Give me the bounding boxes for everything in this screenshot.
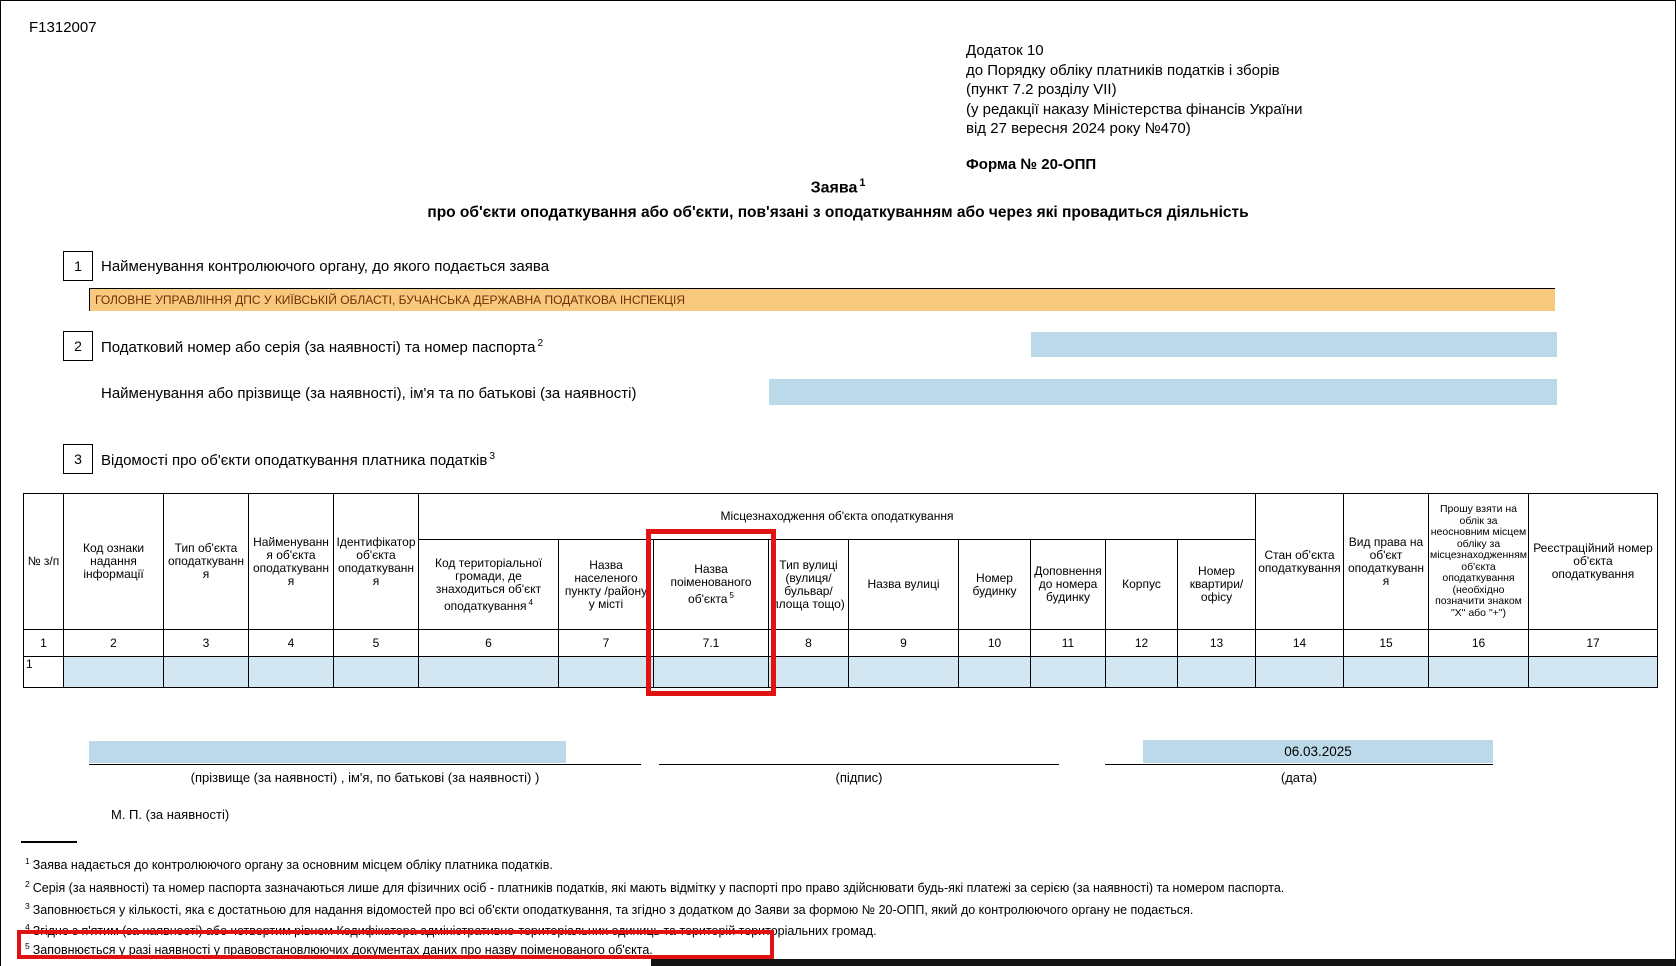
- date-field[interactable]: 06.03.2025: [1143, 740, 1493, 763]
- section-1-number-box: 1: [63, 251, 93, 281]
- col-header-16: Прошу взяти на облік за неосновним місцем обліку за місцезнаходженням об'єкта оподаткування (необхідно позначити знаком "X" або "+"): [1429, 494, 1529, 630]
- signature-sign-line: [659, 764, 1059, 765]
- location-group-header: Місцезнаходження об'єкта оподаткування: [419, 494, 1256, 540]
- col-header-14: Стан об'єкта оподаткування: [1256, 494, 1344, 630]
- table-cell-input[interactable]: [1429, 657, 1529, 688]
- col-num: 2: [64, 630, 164, 657]
- col-num: 15: [1344, 630, 1429, 657]
- form-code: F1312007: [29, 19, 97, 36]
- col-num: 1: [24, 630, 64, 657]
- footnote-5: $^5$ Заповнюється у разі наявності у правовстановлюючих документах даних про назву поіменованого об'єкта.: [25, 941, 653, 958]
- table-cell-input[interactable]: [769, 657, 849, 688]
- controlling-authority-field[interactable]: ГОЛОВНЕ УПРАВЛІННЯ ДПС У КИЇВСЬКІЙ ОБЛАСТІ, БУЧАНСЬКА ДЕРЖАВНА ПОДАТКОВА ІНСПЕКЦІЯ: [90, 289, 1555, 311]
- header-right-line: до Порядку обліку платників податків і зборів: [966, 61, 1280, 79]
- col-num: 6: [419, 630, 559, 657]
- bottom-window-edge: [651, 959, 1676, 966]
- footnote-3: $^3$ Заповнюється у кількості, яка є достатньою для надання відомостей про всі об'єкти оподаткування, та згідно з додатком до Заяви за формою № 20-ОПП, який до контролюючого органу не подається.: [25, 901, 1194, 918]
- table-row: [24, 657, 1658, 688]
- date-line: [1105, 764, 1493, 765]
- form-number-label: Форма № 20-ОПП: [966, 156, 1097, 173]
- col-header-1: № з/п: [24, 494, 64, 630]
- stamp-label: М. П. (за наявності): [111, 807, 230, 822]
- payer-name-label: Найменування або прізвище (за наявності), ім'я та по батькові (за наявності): [101, 385, 637, 402]
- table-cell-input[interactable]: [849, 657, 959, 688]
- col-header-5: Ідентифікатор об'єкта оподаткування: [334, 494, 419, 630]
- footnote-4: $^4$ Згідно з п'ятим (за наявності) або четвертим рівнем Кодифікатора адміністративно-територіальних одиниць та територій територіальних громад.: [25, 922, 877, 939]
- col-header-15: Вид права на об'єкт оподаткування: [1344, 494, 1429, 630]
- table-cell-input[interactable]: [64, 657, 164, 688]
- col-num: 11: [1031, 630, 1106, 657]
- col-num: 17: [1529, 630, 1658, 657]
- col-header-7-1: Назва поіменованого об'єкта $^5$: [654, 540, 769, 630]
- section-3-number-box: 3: [63, 444, 93, 474]
- header-right-line: (пункт 7.2 розділу VII): [966, 81, 1117, 98]
- page-subtitle: про об'єкти оподаткування або об'єкти, пов'язані з оподаткуванням або через які провадиться діяльність: [427, 204, 1249, 221]
- date-caption: (дата): [1280, 770, 1318, 785]
- signature-name-line: [89, 764, 641, 765]
- header-right-line: (у редакції наказу Міністерства фінансів України: [966, 100, 1303, 118]
- col-num: 16: [1429, 630, 1529, 657]
- table-cell-input[interactable]: [959, 657, 1031, 688]
- header-right-block: [966, 41, 1526, 139]
- col-num: 7: [559, 630, 654, 657]
- table-cell-input[interactable]: [164, 657, 249, 688]
- page-title: Заява $^1$: [810, 177, 866, 197]
- table-cell-input[interactable]: [1178, 657, 1256, 688]
- highlight-column-7-1: [646, 529, 776, 696]
- col-num: 4: [249, 630, 334, 657]
- col-num: 9: [849, 630, 959, 657]
- table-cell-input[interactable]: [334, 657, 419, 688]
- col-num: 10: [959, 630, 1031, 657]
- table-cell-input[interactable]: [1031, 657, 1106, 688]
- section-2-number-box: 2: [63, 331, 93, 361]
- highlight-footnote-5: [17, 930, 774, 959]
- table-cell-input[interactable]: [1529, 657, 1658, 688]
- payer-name-field[interactable]: [769, 379, 1557, 405]
- table-cell-input[interactable]: [249, 657, 334, 688]
- header-right-line: від 27 вересня 2024 року №470): [966, 120, 1191, 137]
- section-2-label: Податковий номер або серія (за наявності) та номер паспорта $^2$: [101, 338, 544, 356]
- footnote-divider: [21, 841, 77, 843]
- col-header-9: Назва вулиці: [849, 540, 959, 630]
- col-num: 14: [1256, 630, 1344, 657]
- col-num: 3: [164, 630, 249, 657]
- table-cell-input[interactable]: [1344, 657, 1429, 688]
- col-header-13: Номер квартири/ офісу: [1178, 540, 1256, 630]
- col-header-10: Номер будинку: [959, 540, 1031, 630]
- col-num: 5: [334, 630, 419, 657]
- controlling-authority-field-wrap: [89, 288, 1555, 311]
- col-header-6: Код територіальної громади, де знаходиться об'єкт оподаткування $^4$: [419, 540, 559, 630]
- col-header-11: Доповнення до номера будинку: [1031, 540, 1106, 630]
- signature-sign-caption: (підпис): [835, 770, 883, 785]
- objects-table: [23, 493, 1658, 688]
- signature-name-field[interactable]: [89, 741, 566, 763]
- table-cell-input[interactable]: [1106, 657, 1178, 688]
- row-number-cell: 1: [24, 657, 64, 688]
- col-header-2: Код ознаки надання інформації: [64, 494, 164, 630]
- col-num: 12: [1106, 630, 1178, 657]
- header-right-line: Додаток 10: [966, 42, 1044, 59]
- table-cell-input[interactable]: [1256, 657, 1344, 688]
- col-num: 8: [769, 630, 849, 657]
- footnote-2: $^2$ Серія (за наявності) та номер паспорта зазначаються лише для фізичних осіб - платників податків, які мають відмітку у паспорті про право здійснювати будь-які платежі за серією (за наявності) та номером паспорта.: [25, 879, 1285, 896]
- footnote-1: $^1$ Заява надається до контролюючого органу за основним місцем обліку платника податків.: [25, 856, 553, 873]
- col-header-4: Найменування об'єкта оподаткування: [249, 494, 334, 630]
- col-header-8: Тип вулиці (вулиця/ бульвар/ площа тощо): [769, 540, 849, 630]
- table-cell-input[interactable]: [419, 657, 559, 688]
- col-header-12: Корпус: [1106, 540, 1178, 630]
- col-num: 13: [1178, 630, 1256, 657]
- col-num-7-1: 7.1: [654, 630, 769, 657]
- signature-name-caption: (прізвище (за наявності) , ім'я, по батькові (за наявності) ): [190, 770, 540, 785]
- tax-number-field[interactable]: [1031, 332, 1557, 357]
- section-3-label: Відомості про об'єкти оподаткування платника податків $^3$: [101, 451, 496, 469]
- col-header-3: Тип об'єкта оподаткування: [164, 494, 249, 630]
- section-1-label: Найменування контролюючого органу, до якого подається заява: [101, 258, 550, 275]
- col-header-7: Назва населеного пункту /району у місті: [559, 540, 654, 630]
- col-header-17: Реєстраційний номер об'єкта оподаткування: [1529, 494, 1658, 630]
- table-cell-input[interactable]: [559, 657, 654, 688]
